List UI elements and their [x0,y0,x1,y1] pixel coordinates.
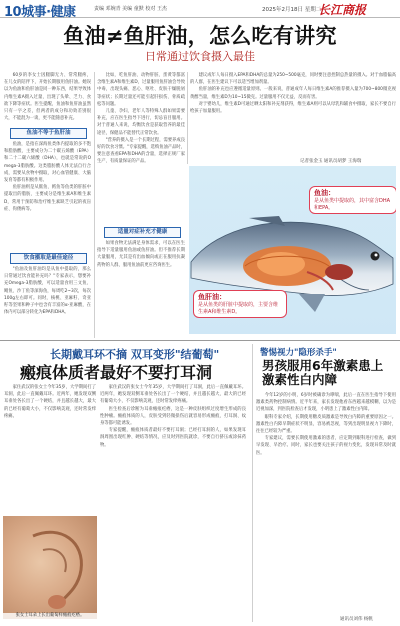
story3-headline: 男孩服用6年激素患上激素性白内障 [262,358,384,387]
fish-oil-label: 鱼油： [314,189,335,197]
section-heading-fish-oil: 鱼油不等于鱼肝油 [10,128,87,139]
paragraph: 如果食物无法满足身体需求，可以在医生指导下适量服用鱼油或鱼肝油。但不推荐长期大量服用，尤其是有出血倾向或正在服用抗凝药物的人群，服用鱼油前更应咨询医生。 [97,241,185,268]
paragraph: 医生检查后诊断为耳垂瘢痕疙瘩，这是一种皮肤组织过度增生形成的良性肿瘤。瘢痕体质的人，皮肤受到轻微损伤后就容易形成瘢痕，打耳洞、纹身等都可能诱发。 [100,406,246,427]
newspaper-logo: 长江商报 [318,3,367,17]
section-heading-supplement: 适量对症补充才健康 [104,227,181,238]
reporter-byline: 记者张金玉 通讯员胡梦 王海瑞 [300,159,362,164]
fish-oil-description: 是从鱼类中提取的，其中富含DHA和EPA。 [314,198,391,211]
cod-liver-oil-description: 是从鱼类的肝脏中提取的，主要含维生素A和维生素D。 [198,302,279,315]
story2-column-left [4,384,96,512]
paragraph: "鱼油及鱼肝油均是从鱼中提取的，那么日常通过饮食能补充吗？"专家表示，想要补充Omega-3脂肪酸，可以适量食用三文鱼、鲭鱼、沙丁鱼等深海鱼，每周吃2~3次，每次100g左右即可。同时，核桃、亚麻籽、奇亚籽等坚果和种子中也含有丰富的α-亚麻酸，在体内可以部分转化为EPA和DHA。 [4,267,91,316]
article-column-1b [4,141,91,249]
paragraph: "营养的摄入是一个长期过程，需要养成良好的饮食习惯。"专家提醒，选购鱼油产品时，要注意查看EPA和DHA的含量，选择正规厂家生产、有质量保证的产品。 [97,137,185,165]
paragraph: 鱼肝油则是从鲨鱼、鳕鱼等鱼类的肝脏中提取出的脂肪，主要成分是维生素A和维生素D，常用于预防和治疗维生素缺乏引起的夜盲症、佝偻病等。 [4,185,91,212]
paragraph: 建议成年人每日摄入EPA和DHA的总量为250~500毫克，同时要注意控制总热量的摄入。对于血脂偏高的人群，在医生建议下可以适当增加剂量。 [190,73,396,86]
fish-oil-callout [309,186,396,214]
paragraph: 鱼肝油的补充也应遵循适量原则。一般来说，普通成年人每日维生素A的推荐摄入量为700~800微克视黄醇当量，维生素D为10~15微克。过量服用不仅无益，反而有害。 [190,87,396,100]
story2-headline: 瘢痕体质者最好不要打耳洞 [20,363,213,382]
article-column-3 [190,72,396,156]
story2-kicker: 长期戴耳环不摘 双耳变形"结葡萄" [50,348,220,361]
photo-caption: 张女士耳朵上长出葡萄样瘢痕疙瘩。 [3,613,97,619]
article-column-2 [97,72,185,224]
column-divider [94,72,95,338]
paragraph: 家住武汉的张女士今年35岁，大学期间打了耳洞，此后一直佩戴耳环。近两年，她发现双侧耳垂处各长出了一个硬结，并且越长越大，最大的已经有葡萄大小，不仅影响美观，还时常发痒疼痛。 [100,385,246,405]
paragraph: 鱼油，是指在深海鱼类体内提取的多不饱和脂肪酸，主要成分为二十碳五烯酸（EPA）和二十二碳六烯酸（DHA），也就是常说的Omega-3脂肪酸。这类脂肪酸人体无法自行合成，需要从食物中摄取，对心血管健康、大脑发育等都有积极作用。 [4,142,91,184]
column-divider [187,72,188,164]
section-heading-diet: 饮食摄取是最佳途径 [10,253,87,264]
article-column-1c [4,266,91,336]
section-title: 10城事·健康 [4,5,76,20]
paragraph: 对于婴幼儿，维生素D可通过晒太阳和补充剂获得，维生素A则可以从母乳和辅食中摄取，家长不要自行给孩子加量服用。 [190,101,396,115]
paragraph: 今年12岁的小明，6岁时被确诊为哮喘，此后一直在医生指导下使用激素类药物控制病情。近半年来，家长发现他看东西越来越模糊，以为是近视加深，到医院检查后才发现，小明患上了激素性白内障。 [256,393,396,413]
fish-illustration [189,166,396,334]
article-column-2b [97,240,185,336]
main-subheadline: 日常通过饮食摄入最佳 [145,50,255,63]
paragraph: 专家提醒，瘢痕体质者最好不要打耳洞；已经打耳洞的人，如果发现耳洞周围出现红肿、硬结等情况，应及时到医院就诊，不要自行挤压或涂抹药物。 [100,428,246,448]
story3-byline: 通讯员刘伟 杨帆 [340,617,373,622]
cod-liver-oil-label: 鱼肝油： [198,293,226,301]
paragraph: 比如，吃鱼肝油、动物肝脏、蛋黄等都富含维生素A和维生素D，过量服用鱼肝油会导致中毒，出现头痛、恶心、呕吐、皮肤干燥脱屑等症状；长期过量还可能引起肝损伤、骨质疏松等问题。 [97,73,185,107]
article-column-1 [4,72,91,126]
paragraph: 家住武汉的张女士今年35岁，大学期间打了耳洞，此后一直佩戴耳环。近两年，她发现双侧耳垂处各长出了一个硬结，并且越长越大，最大的已经有葡萄大小，不仅影响美观，还时常发痒疼痛。 [4,385,96,419]
story2-column [100,384,246,619]
main-headline: 鱼油≠鱼肝油，怎么吃有讲究 [63,24,337,48]
story3-column [256,392,396,614]
paragraph: 儿童、孕妇、老年人等特殊人群如果需要补充，应在医生指导下进行，切忌盲目服用。对于普通人来说，均衡饮食是获取营养的最佳途径，保健品不能替代正常饮食。 [97,109,185,136]
column-divider [252,344,253,622]
story3-kicker: 警惕视力"隐形杀手" [260,348,337,358]
ear-drawing [3,516,97,619]
paragraph: 专家建议，需要长期使用激素的患者，应定期到眼科进行检查，做到早发现、早治疗。同时，家长也要关注孩子的视力变化，发现异常及时就医。 [256,436,396,456]
page-header [0,0,400,18]
editor-credits: 责编 邓婉青 美编 童默 校对 王杰 [94,6,167,12]
cod-liver-oil-callout [193,290,287,318]
section-divider [0,340,400,341]
issue-date: 2025年2月18日 星期二 [262,7,322,13]
paragraph: 眼科专家介绍，长期使用糖皮质激素是导致白内障的重要原因之一。激素性白内障早期症状不明显，容易被忽视，等到出现明显视力下降时，往往已经较为严重。 [256,414,396,435]
paragraph: 60岁的李女士因腿脚无力、常常腿疼，在儿女的陪伴下，开始长期服用鱼肝油。她误以为鱼油和鱼肝油是同一种东西，结果导致体内维生素A摄入过量，出现了头晕、乏力、食欲下降等症状。医生提醒，鱼油和鱼肝油虽然只有一字之差，但两者的成分和功效差别很大，不能混为一谈，更不能随意补充。 [4,73,91,122]
ear-photo [3,516,97,619]
